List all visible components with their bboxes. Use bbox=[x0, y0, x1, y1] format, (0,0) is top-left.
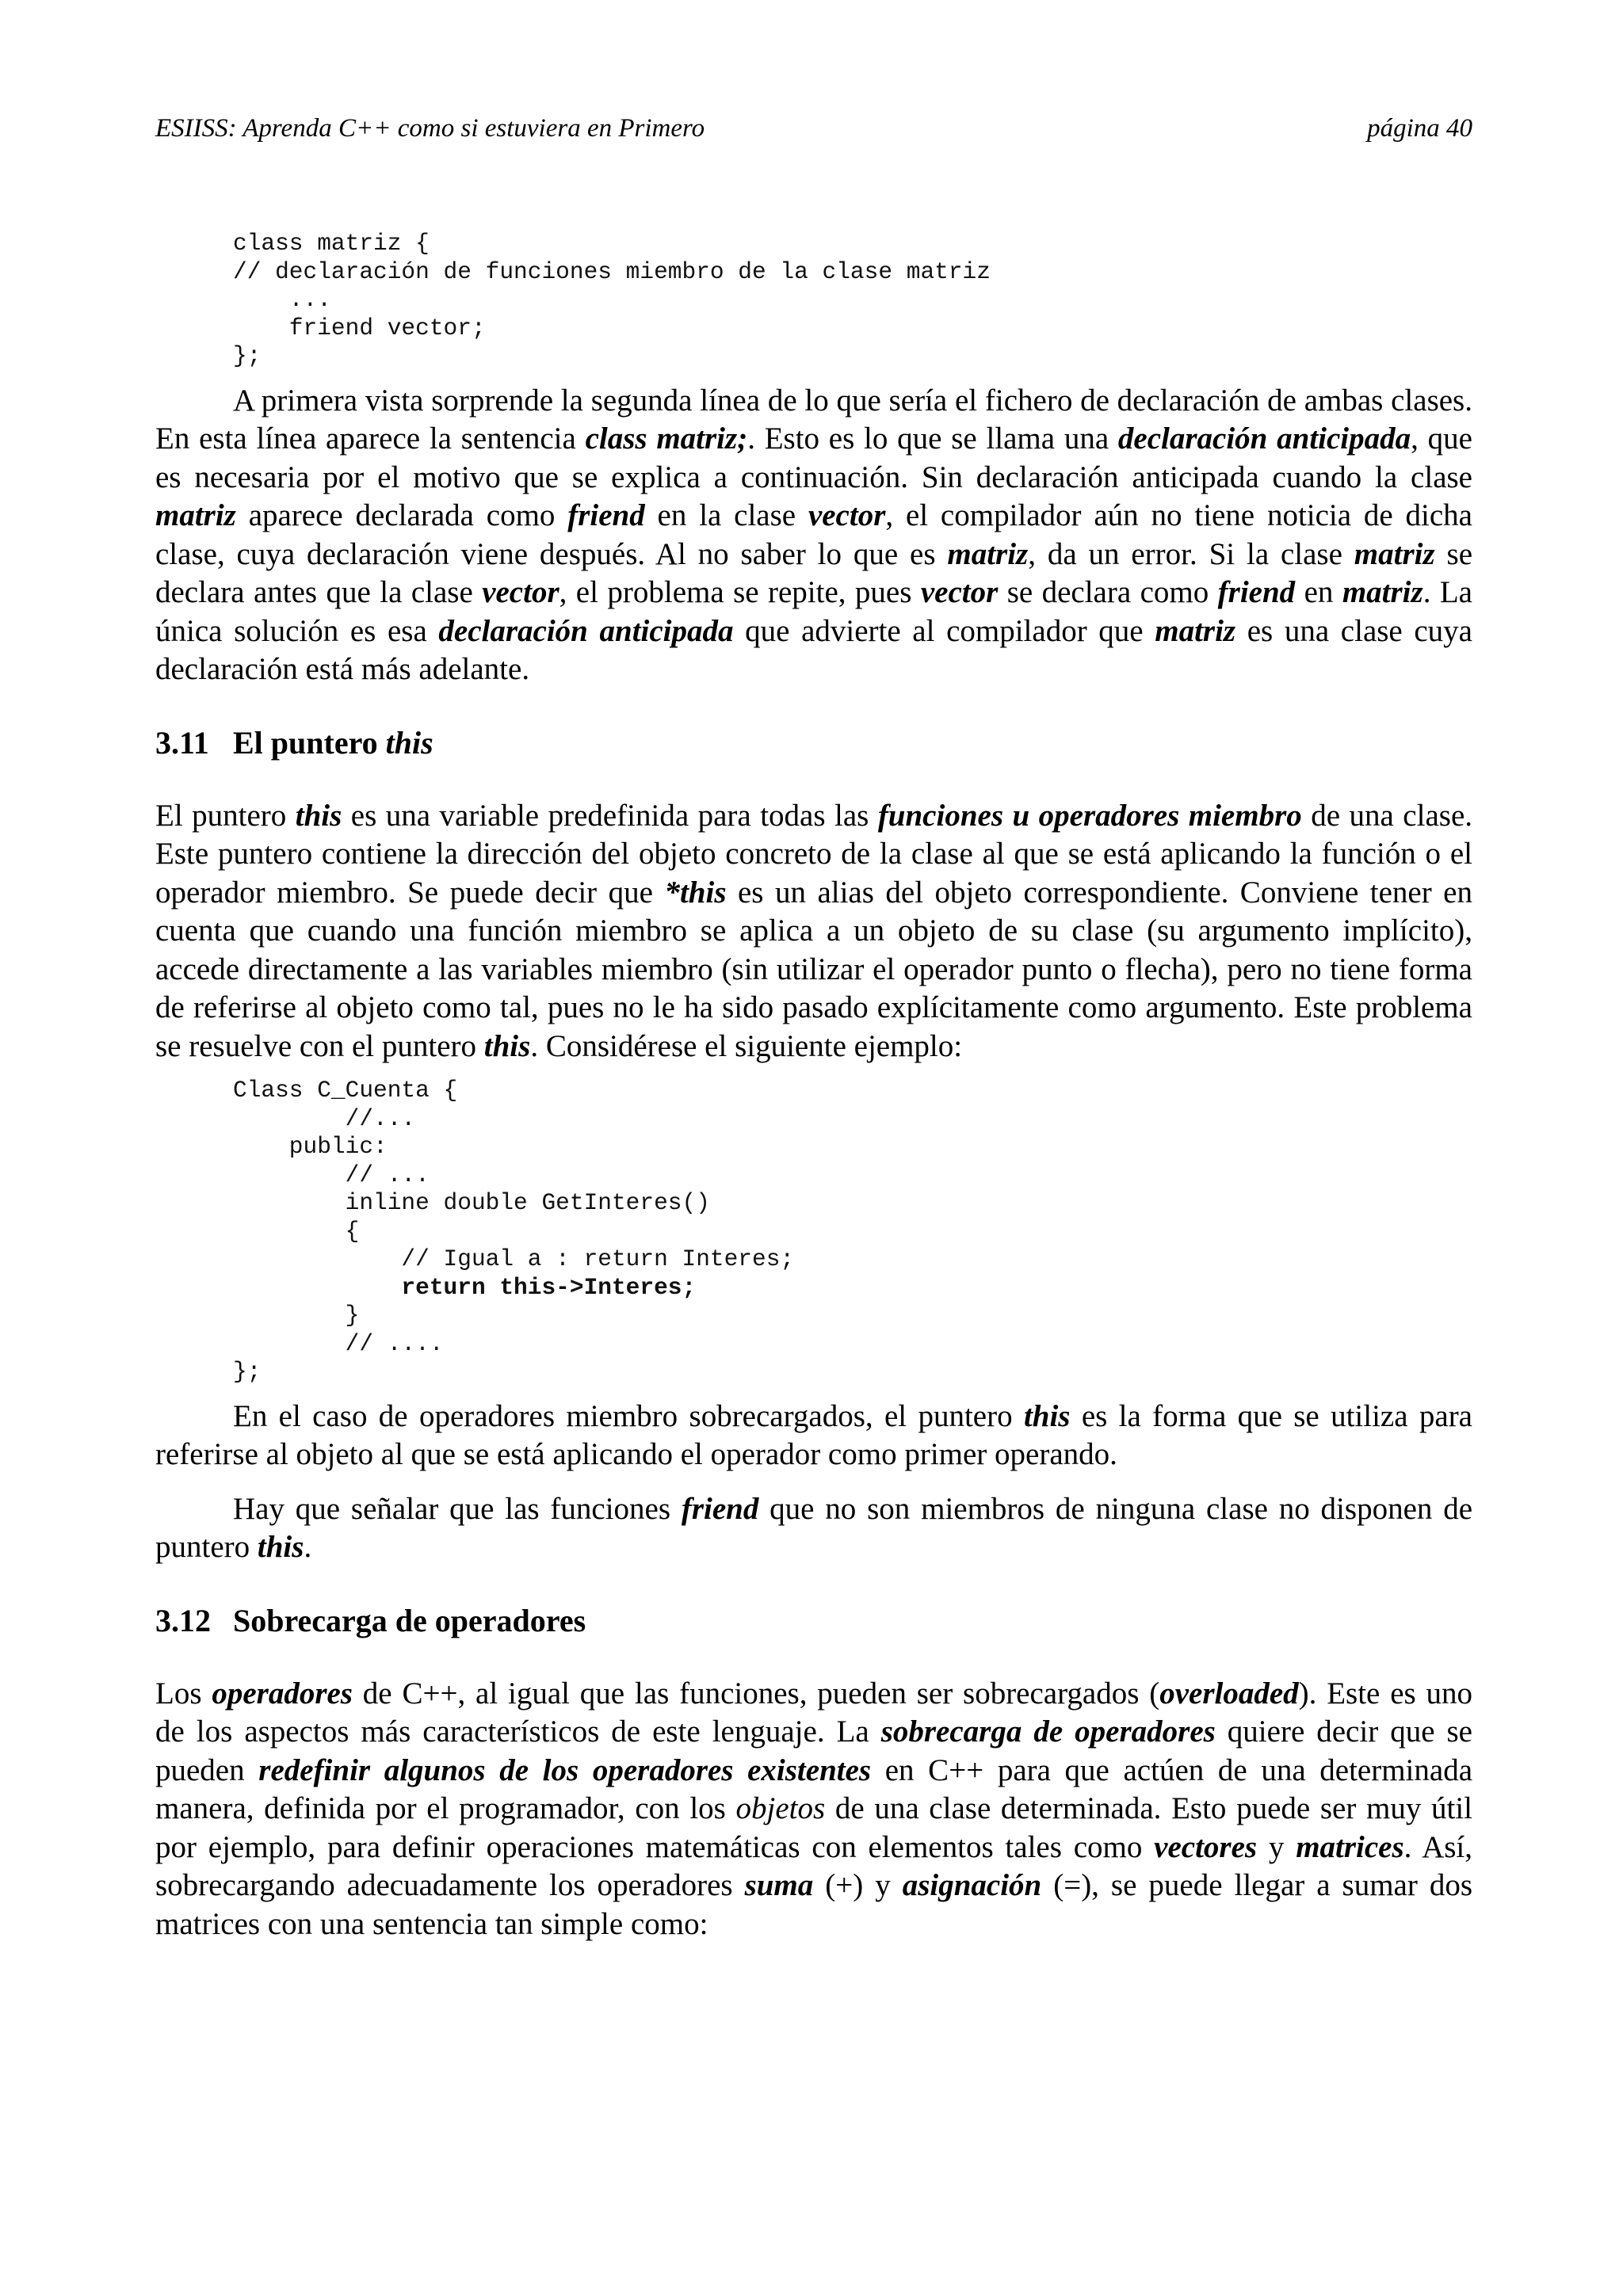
code-block-matriz bbox=[233, 230, 1472, 371]
section-heading-3-11 bbox=[155, 724, 1472, 762]
text: es una variable predefinida para todas las bbox=[342, 798, 878, 833]
text: , el compilador aún no tiene noticia de dicha clase, cuya declaración viene después. Al no saber lo que es bbox=[155, 498, 1472, 571]
code-line: { bbox=[233, 1217, 360, 1245]
text: en bbox=[1295, 575, 1342, 609]
emphasis: matriz bbox=[947, 536, 1029, 571]
emphasis: suma bbox=[744, 1868, 814, 1902]
code-line: // ... bbox=[233, 1161, 430, 1188]
text: A primera vista sorprende la segunda línea de lo que sería el fichero de declaración de ambas clases. En esta línea aparece la sentencia bbox=[155, 383, 1472, 456]
text: quiere decir que se pueden bbox=[155, 1714, 1472, 1787]
emphasis: declaración anticipada bbox=[1117, 421, 1411, 456]
text: . Así, sobrecargando adecuadamente los operadores bbox=[155, 1829, 1473, 1902]
text: (+) y bbox=[813, 1868, 903, 1902]
paragraph-friend-this bbox=[155, 1490, 1472, 1567]
text: que no son miembros de ninguna clase no disponen de puntero bbox=[155, 1491, 1473, 1564]
code-line: public: bbox=[233, 1133, 388, 1160]
section-title: El puntero bbox=[233, 724, 386, 761]
emphasis: vector bbox=[920, 575, 999, 609]
text: de C++, al igual que las funciones, pueden ser sobrecargados ( bbox=[352, 1676, 1160, 1711]
code-line: // Igual a : return Interes; bbox=[233, 1245, 795, 1272]
code-line-bold: return this->Interes; bbox=[233, 1273, 697, 1301]
emphasis: asignación bbox=[902, 1868, 1042, 1902]
emphasis: matriz bbox=[1155, 613, 1236, 648]
emphasis: operadores bbox=[212, 1676, 353, 1711]
paragraph-operadores-miembro bbox=[155, 1398, 1472, 1474]
emphasis: vector bbox=[482, 575, 559, 609]
header-title: ESIISS: Aprenda C++ como si estuviera en Primero bbox=[155, 114, 705, 143]
emphasis: matriz bbox=[1342, 575, 1423, 609]
text: de una clase. Este puntero contiene la dirección del objeto concreto de la clase al que se está aplicando la función o el operador miembro. Se puede decir que bbox=[155, 798, 1472, 910]
paragraph-sobrecarga bbox=[155, 1675, 1472, 1944]
section-title: Sobrecarga de operadores bbox=[233, 1602, 586, 1638]
section-number: 3.11 bbox=[155, 724, 209, 761]
section-number: 3.12 bbox=[155, 1602, 211, 1638]
code-line: //... bbox=[233, 1104, 416, 1132]
text: En el caso de operadores miembro sobrecargados, el puntero bbox=[233, 1398, 1024, 1433]
text: y bbox=[1257, 1829, 1296, 1864]
page-header bbox=[155, 113, 1472, 144]
paragraph-puntero-this bbox=[155, 797, 1472, 1066]
emphasis: funciones u operadores miembro bbox=[877, 798, 1302, 833]
page-content bbox=[155, 230, 1472, 1943]
text: . La única solución es esa bbox=[155, 575, 1472, 648]
code-line: ... bbox=[233, 286, 331, 313]
text: es la forma que se utiliza para referirse al objeto al que se está aplicando el operador como primer operando. bbox=[155, 1398, 1472, 1471]
code-line: }; bbox=[233, 342, 262, 369]
text: , que es necesaria por el motivo que se explica a continuación. Sin declaración anticipada cuando la clase bbox=[155, 421, 1472, 494]
code-line: // declaración de funciones miembro de la clase matriz bbox=[233, 257, 991, 285]
code-line: inline double GetInteres() bbox=[233, 1189, 710, 1216]
text: se declara como bbox=[998, 575, 1218, 609]
emphasis: redefinir algunos de los operadores existentes bbox=[258, 1753, 872, 1787]
text: es un alias del objeto correspondiente. Conviene tener en cuenta que cuando una función miembro se aplica a un objeto de su clase (su argumento implícito), accede directamente a las variables miembro (sin utilizar el operador punto o flecha), pero no tiene forma de referirse al objeto como tal, pues no le ha sido pasado explícitamente como argumento. Este problema se resuelve con el puntero bbox=[155, 875, 1472, 1063]
header-page-number: página 40 bbox=[1367, 114, 1472, 143]
text: El puntero bbox=[155, 798, 296, 833]
emphasis: matriz bbox=[155, 498, 236, 532]
text: (=), se puede llegar a sumar dos matrices con una sentencia tan simple como: bbox=[155, 1868, 1473, 1941]
emphasis: *this bbox=[664, 875, 727, 910]
emphasis: friend bbox=[681, 1491, 759, 1526]
italic-text: objetos bbox=[735, 1791, 826, 1825]
code-line: class matriz { bbox=[233, 230, 430, 257]
emphasis: declaración anticipada bbox=[438, 613, 734, 648]
section-title-italic: this bbox=[385, 724, 433, 761]
paragraph-declaracion-anticipada bbox=[155, 382, 1472, 689]
text: aparece declarada como bbox=[235, 498, 568, 532]
emphasis: sobrecarga de operadores bbox=[880, 1714, 1216, 1749]
text: en C++ para que actúen de una determinada manera, definida por el programador, con los bbox=[155, 1753, 1473, 1825]
text: se declara antes que la clase bbox=[155, 536, 1472, 609]
emphasis: vectores bbox=[1154, 1829, 1258, 1864]
emphasis: this bbox=[1023, 1398, 1071, 1433]
emphasis: this bbox=[483, 1028, 531, 1063]
text: . Considérese el siguiente ejemplo: bbox=[530, 1028, 963, 1063]
emphasis: vector bbox=[808, 498, 886, 532]
code-line: // .... bbox=[233, 1329, 444, 1357]
text: Hay que señalar que las funciones bbox=[233, 1491, 682, 1526]
text: , da un error. Si la clase bbox=[1028, 536, 1354, 571]
code-line: }; bbox=[233, 1358, 262, 1385]
emphasis: friend bbox=[567, 498, 645, 532]
code-line: friend vector; bbox=[233, 314, 486, 341]
text: de una clase determinada. Esto puede ser muy útil por ejemplo, para definir operaciones matemáticas con elementos tales como bbox=[155, 1791, 1473, 1864]
text: es una clase cuya declaración está más adelante. bbox=[155, 613, 1472, 686]
emphasis: class matriz; bbox=[585, 421, 748, 456]
emphasis: friend bbox=[1217, 575, 1296, 609]
text: en la clase bbox=[644, 498, 808, 532]
emphasis: matrices bbox=[1296, 1829, 1404, 1864]
emphasis: matriz bbox=[1354, 536, 1435, 571]
text: Los bbox=[155, 1676, 212, 1711]
text: ). Este es uno de los aspectos más característicos de este lenguaje. La bbox=[155, 1676, 1473, 1749]
text: que advierte al compilador que bbox=[733, 613, 1155, 648]
text: . Esto es lo que se llama una bbox=[747, 421, 1118, 456]
section-heading-3-12 bbox=[155, 1602, 1472, 1640]
text: . bbox=[304, 1530, 312, 1564]
text: , el problema se repite, pues bbox=[559, 575, 921, 609]
code-line: Class C_Cuenta { bbox=[233, 1077, 458, 1104]
emphasis: overloaded bbox=[1159, 1676, 1299, 1711]
code-block-cuenta bbox=[233, 1077, 1472, 1386]
emphasis: this bbox=[295, 798, 342, 833]
code-line: } bbox=[233, 1302, 360, 1329]
emphasis: this bbox=[257, 1530, 304, 1564]
